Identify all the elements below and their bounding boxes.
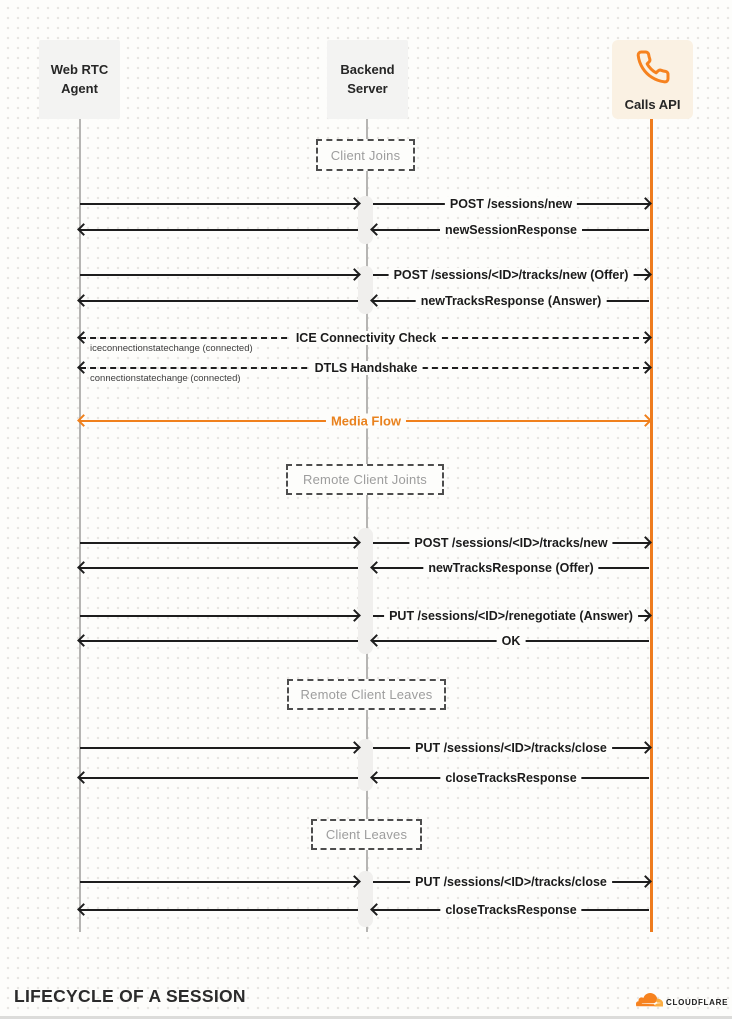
actor-backend-server <box>327 40 408 119</box>
page-title: LIFECYCLE OF A SESSION <box>14 986 246 1006</box>
actor-label: Backend Server <box>340 61 395 96</box>
message-label: PUT /sessions/<ID>/tracks/close <box>410 875 612 889</box>
actor-label: Web RTC Agent <box>50 61 109 96</box>
actor-webrtc-agent <box>39 40 120 119</box>
cloudflare-brand <box>636 993 728 1012</box>
message-label: PUT /sessions/<ID>/tracks/close <box>410 741 612 755</box>
message-label: POST /sessions/new <box>445 197 577 211</box>
message-line <box>80 229 358 231</box>
message-label: newSessionResponse <box>440 223 582 237</box>
brand-wordmark: CLOUDFLARE <box>666 998 729 1007</box>
event-note: connectionstatechange (connected) <box>90 373 241 384</box>
message-label: Media Flow <box>326 414 406 429</box>
phone-icon <box>635 49 671 91</box>
lifeline-calls-api <box>650 119 653 932</box>
activation-bar <box>358 528 373 654</box>
message-line <box>80 909 358 911</box>
message-label: POST /sessions/<ID>/tracks/new <box>409 536 612 550</box>
phase-label: Client Joins <box>330 147 401 163</box>
message-line <box>80 777 358 779</box>
message-line <box>80 640 358 642</box>
message-line <box>80 881 358 883</box>
phase-client-joins <box>316 139 415 171</box>
message-line <box>80 567 358 569</box>
lifeline-webrtc <box>79 119 81 932</box>
message-line <box>80 274 358 276</box>
message-label: ICE Connectivity Check <box>291 331 441 345</box>
message-line <box>80 615 358 617</box>
message-line <box>80 203 358 205</box>
message-line <box>80 300 358 302</box>
message-line <box>80 542 358 544</box>
phase-remote-client-leaves <box>287 679 446 710</box>
message-line <box>80 747 358 749</box>
message-label: newTracksResponse (Offer) <box>423 561 598 575</box>
phase-remote-client-joints <box>286 464 444 495</box>
message-label: closeTracksResponse <box>440 771 581 785</box>
event-note: iceconnectionstatechange (connected) <box>90 343 253 354</box>
message-label: DTLS Handshake <box>310 361 423 375</box>
message-label: POST /sessions/<ID>/tracks/new (Offer) <box>389 268 634 282</box>
message-label: OK <box>497 634 526 648</box>
phase-label: Client Leaves <box>325 827 408 842</box>
phase-label: Remote Client Leaves <box>300 687 433 702</box>
phase-label: Remote Client Joints <box>303 472 427 487</box>
message-label: newTracksResponse (Answer) <box>416 294 607 308</box>
activation-bar <box>358 871 373 927</box>
actor-calls-api <box>612 40 693 119</box>
cloudflare-logo-icon <box>636 993 663 1012</box>
phase-client-leaves <box>311 819 422 850</box>
message-label: closeTracksResponse <box>440 903 581 917</box>
actor-label: Calls API <box>624 96 681 112</box>
message-label: PUT /sessions/<ID>/renegotiate (Answer) <box>384 609 638 623</box>
